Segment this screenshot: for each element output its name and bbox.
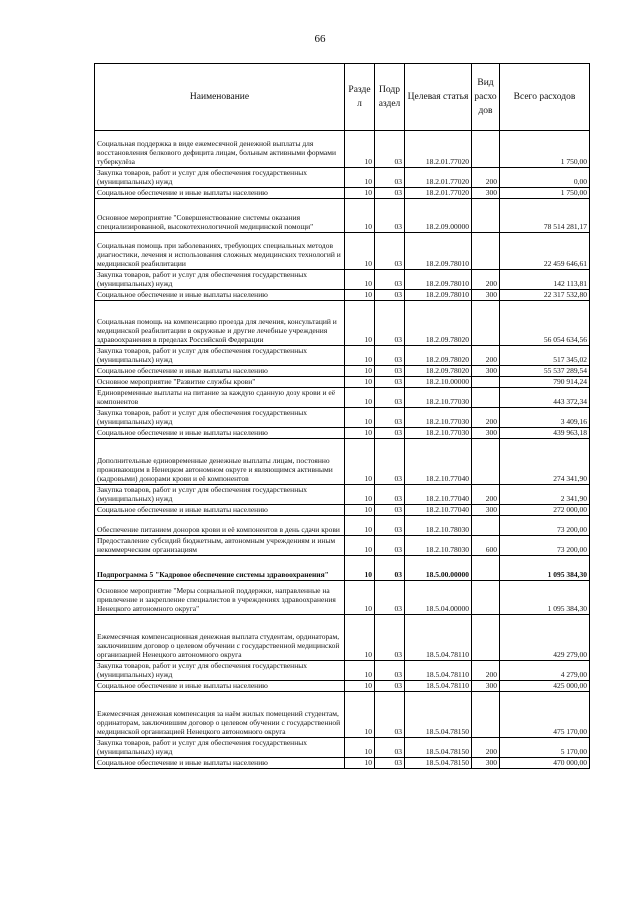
cell-type bbox=[472, 131, 500, 168]
table-row bbox=[95, 301, 590, 346]
cell-total: 1 750,00 bbox=[500, 188, 590, 199]
cell-razdel: 10 bbox=[345, 738, 375, 758]
cell-razdel: 10 bbox=[345, 581, 375, 615]
cell-razdel: 10 bbox=[345, 758, 375, 769]
cell-podrazdel: 03 bbox=[375, 758, 405, 769]
table-row bbox=[95, 388, 590, 408]
table-row bbox=[95, 505, 590, 516]
cell-podrazdel: 03 bbox=[375, 131, 405, 168]
table-row bbox=[95, 439, 590, 485]
table-row bbox=[95, 661, 590, 681]
cell-type: 300 bbox=[472, 188, 500, 199]
cell-target: 18.2.09.78010 bbox=[405, 270, 472, 290]
cell-total: 56 054 634,56 bbox=[500, 301, 590, 346]
cell-type: 300 bbox=[472, 428, 500, 439]
cell-total: 4 279,00 bbox=[500, 661, 590, 681]
cell-name: Дополнительные единовременные денежные выплаты лицам, постоянно проживающим в Ненецком автономном округе и являющимся активными (кадровыми) донорами крови и её компонентов bbox=[95, 439, 345, 485]
cell-name: Закупка товаров, работ и услуг для обеспечения государственных (муниципальных) нужд bbox=[95, 408, 345, 428]
cell-total: 2 341,90 bbox=[500, 485, 590, 505]
cell-type bbox=[472, 692, 500, 738]
cell-name: Основное мероприятие "Меры социальной поддержки, направленные на привлечение и закрепление специалистов в учреждениях здравоохранения Ненецкого автономного округа" bbox=[95, 581, 345, 615]
table-row bbox=[95, 199, 590, 233]
cell-total: 1 750,00 bbox=[500, 131, 590, 168]
cell-total: 22 317 532,80 bbox=[500, 290, 590, 301]
table-row bbox=[95, 270, 590, 290]
expenses-table bbox=[94, 63, 590, 769]
cell-target: 18.2.09.78020 bbox=[405, 301, 472, 346]
cell-type: 600 bbox=[472, 536, 500, 556]
cell-type: 200 bbox=[472, 346, 500, 366]
cell-type: 200 bbox=[472, 168, 500, 188]
cell-podrazdel: 03 bbox=[375, 408, 405, 428]
cell-type: 300 bbox=[472, 366, 500, 377]
cell-razdel: 10 bbox=[345, 388, 375, 408]
cell-target: 18.5.04.78110 bbox=[405, 615, 472, 661]
cell-type bbox=[472, 439, 500, 485]
cell-total: 73 200,00 bbox=[500, 516, 590, 536]
cell-podrazdel: 03 bbox=[375, 439, 405, 485]
cell-podrazdel: 03 bbox=[375, 168, 405, 188]
header-type: Вид расхо дов bbox=[472, 64, 500, 131]
cell-type bbox=[472, 199, 500, 233]
cell-type: 300 bbox=[472, 505, 500, 516]
cell-razdel: 10 bbox=[345, 199, 375, 233]
cell-target: 18.2.09.78020 bbox=[405, 346, 472, 366]
header-podrazdel: Подр аздел bbox=[375, 64, 405, 131]
cell-name: Социальное обеспечение и иные выплаты населению bbox=[95, 758, 345, 769]
table-row bbox=[95, 131, 590, 168]
table-row bbox=[95, 758, 590, 769]
cell-name: Социальная поддержка в виде ежемесячной денежной выплаты для восстановления белкового дефицита лицам, больным активными формами туберкулёза bbox=[95, 131, 345, 168]
cell-podrazdel: 03 bbox=[375, 377, 405, 388]
cell-podrazdel: 03 bbox=[375, 188, 405, 199]
cell-podrazdel: 03 bbox=[375, 556, 405, 581]
cell-name: Социальное обеспечение и иные выплаты населению bbox=[95, 290, 345, 301]
cell-target: 18.5.00.00000 bbox=[405, 556, 472, 581]
cell-podrazdel: 03 bbox=[375, 346, 405, 366]
header-target: Целевая статья bbox=[405, 64, 472, 131]
table-row bbox=[95, 346, 590, 366]
cell-name: Закупка товаров, работ и услуг для обеспечения государственных (муниципальных) нужд bbox=[95, 738, 345, 758]
cell-total: 439 963,18 bbox=[500, 428, 590, 439]
cell-target: 18.2.09.78010 bbox=[405, 233, 472, 270]
cell-razdel: 10 bbox=[345, 270, 375, 290]
cell-target: 18.2.10.77040 bbox=[405, 439, 472, 485]
cell-type bbox=[472, 233, 500, 270]
cell-razdel: 10 bbox=[345, 615, 375, 661]
cell-target: 18.2.01.77020 bbox=[405, 188, 472, 199]
cell-total: 142 113,81 bbox=[500, 270, 590, 290]
cell-podrazdel: 03 bbox=[375, 388, 405, 408]
cell-razdel: 10 bbox=[345, 661, 375, 681]
table-row bbox=[95, 233, 590, 270]
page-number: 66 bbox=[314, 33, 326, 45]
cell-total: 22 459 646,61 bbox=[500, 233, 590, 270]
cell-podrazdel: 03 bbox=[375, 505, 405, 516]
cell-total: 475 170,00 bbox=[500, 692, 590, 738]
cell-podrazdel: 03 bbox=[375, 516, 405, 536]
cell-podrazdel: 03 bbox=[375, 738, 405, 758]
cell-type: 200 bbox=[472, 661, 500, 681]
header-name: Наименование bbox=[95, 64, 345, 131]
cell-razdel: 10 bbox=[345, 505, 375, 516]
cell-target: 18.2.09.78010 bbox=[405, 290, 472, 301]
cell-target: 18.2.01.77020 bbox=[405, 168, 472, 188]
cell-razdel: 10 bbox=[345, 681, 375, 692]
cell-target: 18.5.04.78110 bbox=[405, 661, 472, 681]
table-row bbox=[95, 290, 590, 301]
cell-podrazdel: 03 bbox=[375, 615, 405, 661]
cell-type: 300 bbox=[472, 681, 500, 692]
cell-podrazdel: 03 bbox=[375, 692, 405, 738]
table-row bbox=[95, 536, 590, 556]
cell-total: 78 514 281,17 bbox=[500, 199, 590, 233]
cell-target: 18.5.04.78150 bbox=[405, 738, 472, 758]
cell-name: Закупка товаров, работ и услуг для обеспечения государственных (муниципальных) нужд bbox=[95, 168, 345, 188]
cell-total: 272 000,00 bbox=[500, 505, 590, 516]
cell-target: 18.2.09.00000 bbox=[405, 199, 472, 233]
table-row bbox=[95, 377, 590, 388]
cell-target: 18.2.10.77040 bbox=[405, 505, 472, 516]
cell-podrazdel: 03 bbox=[375, 681, 405, 692]
cell-podrazdel: 03 bbox=[375, 290, 405, 301]
cell-target: 18.5.04.78150 bbox=[405, 692, 472, 738]
table-row bbox=[95, 485, 590, 505]
cell-razdel: 10 bbox=[345, 377, 375, 388]
cell-target: 18.5.04.00000 bbox=[405, 581, 472, 615]
cell-razdel: 10 bbox=[345, 428, 375, 439]
table-row bbox=[95, 366, 590, 377]
table-row bbox=[95, 681, 590, 692]
cell-target: 18.2.10.78030 bbox=[405, 536, 472, 556]
cell-razdel: 10 bbox=[345, 408, 375, 428]
cell-name: Ежемесячная денежная компенсация за наём жилых помещений студентам, ординаторам, заключившим договор о целевом обучении с государственной медицинской организацией Ненецкого автономного округа bbox=[95, 692, 345, 738]
cell-name: Закупка товаров, работ и услуг для обеспечения государственных (муниципальных) нужд bbox=[95, 270, 345, 290]
cell-razdel: 10 bbox=[345, 516, 375, 536]
cell-total: 443 372,34 bbox=[500, 388, 590, 408]
cell-total: 1 095 384,30 bbox=[500, 581, 590, 615]
cell-name: Социальное обеспечение и иные выплаты населению bbox=[95, 366, 345, 377]
cell-razdel: 10 bbox=[345, 168, 375, 188]
cell-name: Ежемесячная компенсационная денежная выплата студентам, ординаторам, заключившим договор о целевом обучении с государственной медицинской организацией Ненецкого автономного округа bbox=[95, 615, 345, 661]
cell-total: 425 000,00 bbox=[500, 681, 590, 692]
table-row bbox=[95, 556, 590, 581]
table-row bbox=[95, 615, 590, 661]
cell-razdel: 10 bbox=[345, 131, 375, 168]
cell-total: 429 279,00 bbox=[500, 615, 590, 661]
cell-razdel: 10 bbox=[345, 366, 375, 377]
cell-total: 73 200,00 bbox=[500, 536, 590, 556]
cell-name: Предоставление субсидий бюджетным, автономным учреждениям и иным некоммерческим организациям bbox=[95, 536, 345, 556]
cell-podrazdel: 03 bbox=[375, 301, 405, 346]
cell-podrazdel: 03 bbox=[375, 270, 405, 290]
cell-target: 18.2.09.78020 bbox=[405, 366, 472, 377]
cell-podrazdel: 03 bbox=[375, 536, 405, 556]
cell-name: Единовременные выплаты на питание за каждую сданную дозу крови и её компонентов bbox=[95, 388, 345, 408]
cell-name: Социальное обеспечение и иные выплаты населению bbox=[95, 681, 345, 692]
cell-name: Социальное обеспечение и иные выплаты населению bbox=[95, 505, 345, 516]
cell-target: 18.5.04.78150 bbox=[405, 758, 472, 769]
cell-target: 18.2.10.77030 bbox=[405, 388, 472, 408]
table-row bbox=[95, 188, 590, 199]
cell-target: 18.5.04.78110 bbox=[405, 681, 472, 692]
cell-target: 18.2.10.77030 bbox=[405, 408, 472, 428]
cell-name: Закупка товаров, работ и услуг для обеспечения государственных (муниципальных) нужд bbox=[95, 346, 345, 366]
cell-total: 0,00 bbox=[500, 168, 590, 188]
cell-razdel: 10 bbox=[345, 439, 375, 485]
cell-target: 18.2.10.77040 bbox=[405, 485, 472, 505]
cell-type bbox=[472, 556, 500, 581]
cell-total: 5 170,00 bbox=[500, 738, 590, 758]
cell-name: Социальное обеспечение и иные выплаты населению bbox=[95, 188, 345, 199]
cell-total: 517 345,02 bbox=[500, 346, 590, 366]
cell-razdel: 10 bbox=[345, 290, 375, 301]
cell-total: 1 095 384,30 bbox=[500, 556, 590, 581]
cell-podrazdel: 03 bbox=[375, 485, 405, 505]
cell-target: 18.2.01.77020 bbox=[405, 131, 472, 168]
cell-type bbox=[472, 516, 500, 536]
cell-razdel: 10 bbox=[345, 188, 375, 199]
cell-target: 18.2.10.78030 bbox=[405, 516, 472, 536]
cell-name: Подпрограмма 5 "Кадровое обеспечение системы здравоохранения" bbox=[95, 556, 345, 581]
cell-type: 200 bbox=[472, 408, 500, 428]
cell-type bbox=[472, 581, 500, 615]
table-row bbox=[95, 692, 590, 738]
cell-podrazdel: 03 bbox=[375, 366, 405, 377]
cell-name: Закупка товаров, работ и услуг для обеспечения государственных (муниципальных) нужд bbox=[95, 485, 345, 505]
cell-total: 470 000,00 bbox=[500, 758, 590, 769]
cell-name: Социальное обеспечение и иные выплаты населению bbox=[95, 428, 345, 439]
table-row bbox=[95, 428, 590, 439]
table-row bbox=[95, 408, 590, 428]
cell-target: 18.2.10.77030 bbox=[405, 428, 472, 439]
cell-type: 200 bbox=[472, 270, 500, 290]
cell-name: Основное мероприятие "Развитие службы крови" bbox=[95, 377, 345, 388]
cell-name: Социальная помощь при заболеваниях, требующих специальных методов диагностики, лечения и использования сложных медицинских технологий и медицинской реабилитации bbox=[95, 233, 345, 270]
cell-razdel: 10 bbox=[345, 556, 375, 581]
cell-razdel: 10 bbox=[345, 692, 375, 738]
header-total: Всего расходов bbox=[500, 64, 590, 131]
table-row bbox=[95, 168, 590, 188]
cell-name: Социальная помощь на компенсацию проезда для лечения, консультаций и медицинской реабилитации в окружные и другие лечебные учреждения здравоохранения в пределах Российской Федерации bbox=[95, 301, 345, 346]
table-row bbox=[95, 516, 590, 536]
cell-podrazdel: 03 bbox=[375, 199, 405, 233]
header-razdel: Разде л bbox=[345, 64, 375, 131]
cell-name: Основное мероприятие "Совершенствование системы оказания специализированной, высокотехнологичной медицинской помощи" bbox=[95, 199, 345, 233]
cell-type: 200 bbox=[472, 738, 500, 758]
cell-name: Обеспечение питанием доноров крови и её компонентов в день сдачи крови bbox=[95, 516, 345, 536]
table-body bbox=[95, 131, 590, 769]
cell-type bbox=[472, 388, 500, 408]
cell-type: 200 bbox=[472, 485, 500, 505]
cell-podrazdel: 03 bbox=[375, 428, 405, 439]
cell-razdel: 10 bbox=[345, 301, 375, 346]
cell-name: Закупка товаров, работ и услуг для обеспечения государственных (муниципальных) нужд bbox=[95, 661, 345, 681]
cell-razdel: 10 bbox=[345, 485, 375, 505]
cell-type bbox=[472, 377, 500, 388]
cell-total: 790 914,24 bbox=[500, 377, 590, 388]
cell-total: 55 537 289,54 bbox=[500, 366, 590, 377]
cell-razdel: 10 bbox=[345, 233, 375, 270]
cell-podrazdel: 03 bbox=[375, 661, 405, 681]
cell-target: 18.2.10.00000 bbox=[405, 377, 472, 388]
cell-type: 300 bbox=[472, 290, 500, 301]
table-header-row bbox=[95, 64, 590, 131]
table-row bbox=[95, 738, 590, 758]
cell-total: 3 409,16 bbox=[500, 408, 590, 428]
cell-razdel: 10 bbox=[345, 536, 375, 556]
cell-type: 300 bbox=[472, 758, 500, 769]
cell-type bbox=[472, 301, 500, 346]
cell-podrazdel: 03 bbox=[375, 581, 405, 615]
table-row bbox=[95, 581, 590, 615]
cell-podrazdel: 03 bbox=[375, 233, 405, 270]
cell-razdel: 10 bbox=[345, 346, 375, 366]
cell-total: 274 341,90 bbox=[500, 439, 590, 485]
cell-type bbox=[472, 615, 500, 661]
